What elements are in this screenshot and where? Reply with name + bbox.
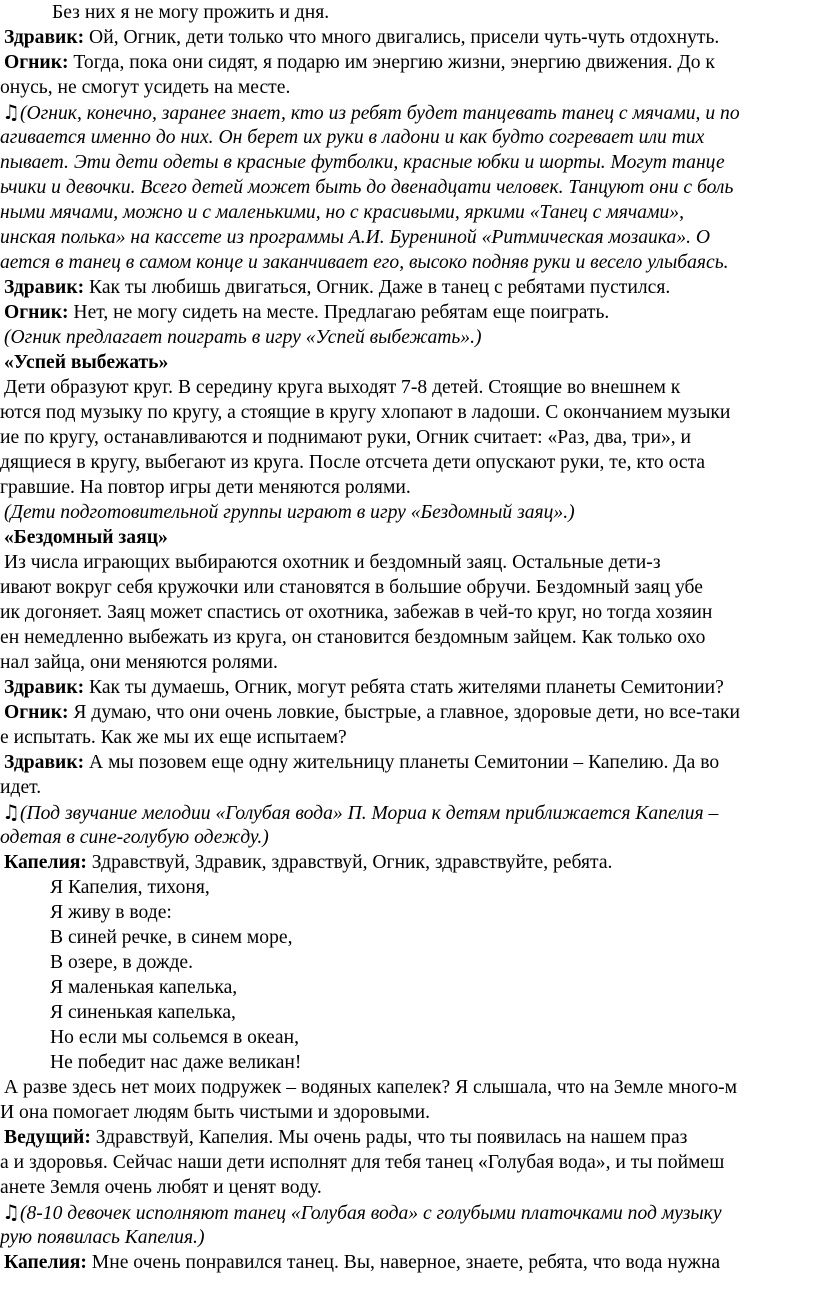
poem-line: Я синенькая капелька, xyxy=(50,1002,236,1023)
text-line: А разве здесь нет моих подружек – водяных капелек? Я слышала, что на Земле много-м xyxy=(4,1077,738,1098)
stage-direction-line: ными мячами, можно и с маленькими, но с красивыми, яркими «Танец с мячами», xyxy=(0,202,684,223)
text-line: е испытать. Как же мы их еще испытаем? xyxy=(0,727,347,748)
stage-direction-line: рую появилась Капелия.) xyxy=(0,1227,205,1248)
text-line: ивают вокруг себя кружочки или становятся в большие обручи. Бездомный заяц убе xyxy=(0,577,703,598)
stage-direction-line: ается в танец в самом конце и заканчивает его, высоко подняв руки и весело улыбаясь. xyxy=(0,252,729,273)
text-line: И она помогает людям быть чистыми и здоровыми. xyxy=(0,1102,431,1123)
stage-direction-line: (Дети подготовительной группы играют в игру «Бездомный заяц».) xyxy=(4,502,575,523)
text-line: Из числа играющих выбираются охотник и бездомный заяц. Остальные дети-з xyxy=(4,552,661,573)
poem-line: Я живу в воде: xyxy=(50,902,172,923)
speaker-label: Огник: xyxy=(4,302,69,323)
dialogue-line: Огник: Нет, не могу сидеть на месте. Предлагаю ребятам еще поиграть. xyxy=(4,302,610,323)
game-title: «Успей выбежать» xyxy=(4,352,169,373)
text-line: ие по кругу, останавливаются и поднимают руки, Огник считает: «Раз, два, три», и xyxy=(0,427,692,448)
music-note-icon: ♫ xyxy=(2,800,20,824)
speaker-label: Огник: xyxy=(4,52,69,73)
stage-direction-line: ♫(8-10 девочек исполняют танец «Голубая вода» с голубыми платочками под музыку xyxy=(2,1200,722,1224)
text-line: а и здоровья. Сейчас наши дети исполнят для тебя танец «Голубая вода», и ты поймеш xyxy=(0,1152,725,1173)
speaker-label: Здравик: xyxy=(4,752,85,773)
text-line: Дети образуют круг. В середину круга выходят 7-8 детей. Стоящие во внешнем к xyxy=(4,377,681,398)
music-note-icon: ♫ xyxy=(2,1200,20,1224)
text-line: ик догоняет. Заяц может спастись от охотника, забежав в чей-то круг, но тогда хозяин xyxy=(0,602,713,623)
speaker-label: Огник: xyxy=(4,702,69,723)
poem-line: В озере, в дожде. xyxy=(50,952,194,973)
text-line: нал зайца, они меняются ролями. xyxy=(0,652,278,673)
text-line: онусь, не смогут усидеть на месте. xyxy=(0,77,291,98)
text-line: анете Земля очень любят и ценят воду. xyxy=(0,1177,322,1198)
music-note-icon: ♫ xyxy=(2,100,20,124)
dialogue-line: Огник: Я думаю, что они очень ловкие, быстрые, а главное, здоровые дети, но все-таки xyxy=(4,702,741,723)
stage-direction-line: агивается именно до них. Он берет их руки в ладони и как будто согревает или тих xyxy=(0,127,705,148)
text-line: гравшие. На повтор игры дети меняются ролями. xyxy=(0,477,411,498)
poem-line: Не победит нас даже великан! xyxy=(50,1052,302,1073)
dialogue-line: Огник: Тогда, пока они сидят, я подарю им энергию жизни, энергию движения. До к xyxy=(4,52,715,73)
dialogue-line: Ведущий: Здравствуй, Капелия. Мы очень рады, что ты появилась на нашем праз xyxy=(4,1127,688,1148)
stage-direction-line: одетая в сине-голубую одежду.) xyxy=(0,827,269,848)
speaker-label: Капелия: xyxy=(4,852,87,873)
speaker-label: Здравик: xyxy=(4,277,85,298)
speaker-label: Здравик: xyxy=(4,677,85,698)
speaker-label: Здравик: xyxy=(4,27,85,48)
stage-direction-line: инская полька» на кассете из программы А.И. Бурениной «Ритмическая мозаика». О xyxy=(0,227,711,248)
stage-direction-line: (Огник предлагает поиграть в игру «Успей выбежать».) xyxy=(4,327,482,348)
poem-line: Но если мы сольемся в океан, xyxy=(50,1027,299,1048)
speaker-label: Ведущий: xyxy=(4,1127,91,1148)
stage-direction-line: пывает. Эти дети одеты в красные футболки, красные юбки и шорты. Могут танце xyxy=(0,152,725,173)
poem-line: Я Капелия, тихоня, xyxy=(50,877,210,898)
stage-direction-line: ьчики и девочки. Всего детей может быть до двенадцати человек. Танцуют они с боль xyxy=(0,177,734,198)
dialogue-line: Капелия: Здравствуй, Здравик, здравствуй, Огник, здравствуйте, ребята. xyxy=(4,852,613,873)
game-title: «Бездомный заяц» xyxy=(4,527,168,548)
text-line: Без них я не могу прожить и дня. xyxy=(52,2,330,23)
poem-line: Я маленькая капелька, xyxy=(50,977,238,998)
dialogue-line: Капелия: Мне очень понравился танец. Вы, наверное, знаете, ребята, что вода нужна xyxy=(4,1252,721,1273)
speaker-label: Капелия: xyxy=(4,1252,87,1273)
dialogue-line: Здравик: Как ты думаешь, Огник, могут ребята стать жителями планеты Семитонии? xyxy=(4,677,724,698)
text-line: ен немедленно выбежать из круга, он становится бездомным зайцем. Как только охо xyxy=(0,627,706,648)
stage-direction-line: ♫(Под звучание мелодии «Голубая вода» П. Мориа к детям приближается Капелия – xyxy=(2,800,719,824)
poem-line: В синей речке, в синем море, xyxy=(50,927,293,948)
text-line: идет. xyxy=(0,777,42,798)
text-line: ются под музыку по кругу, а стоящие в кругу хлопают в ладоши. С окончанием музыки xyxy=(0,402,731,423)
dialogue-line: Здравик: Ой, Огник, дети только что много двигались, присели чуть-чуть отдохнуть. xyxy=(4,27,720,48)
stage-direction-line: ♫(Огник, конечно, заранее знает, кто из ребят будет танцевать танец с мячами, и по xyxy=(2,100,740,124)
text-line: дящиеся в кругу, выбегают из круга. После отсчета дети опускают руки, те, кто оста xyxy=(0,452,706,473)
dialogue-line: Здравик: А мы позовем еще одну жительницу планеты Семитонии – Капелию. Да во xyxy=(4,752,720,773)
dialogue-line: Здравик: Как ты любишь двигаться, Огник. Даже в танец с ребятами пустился. xyxy=(4,277,671,298)
